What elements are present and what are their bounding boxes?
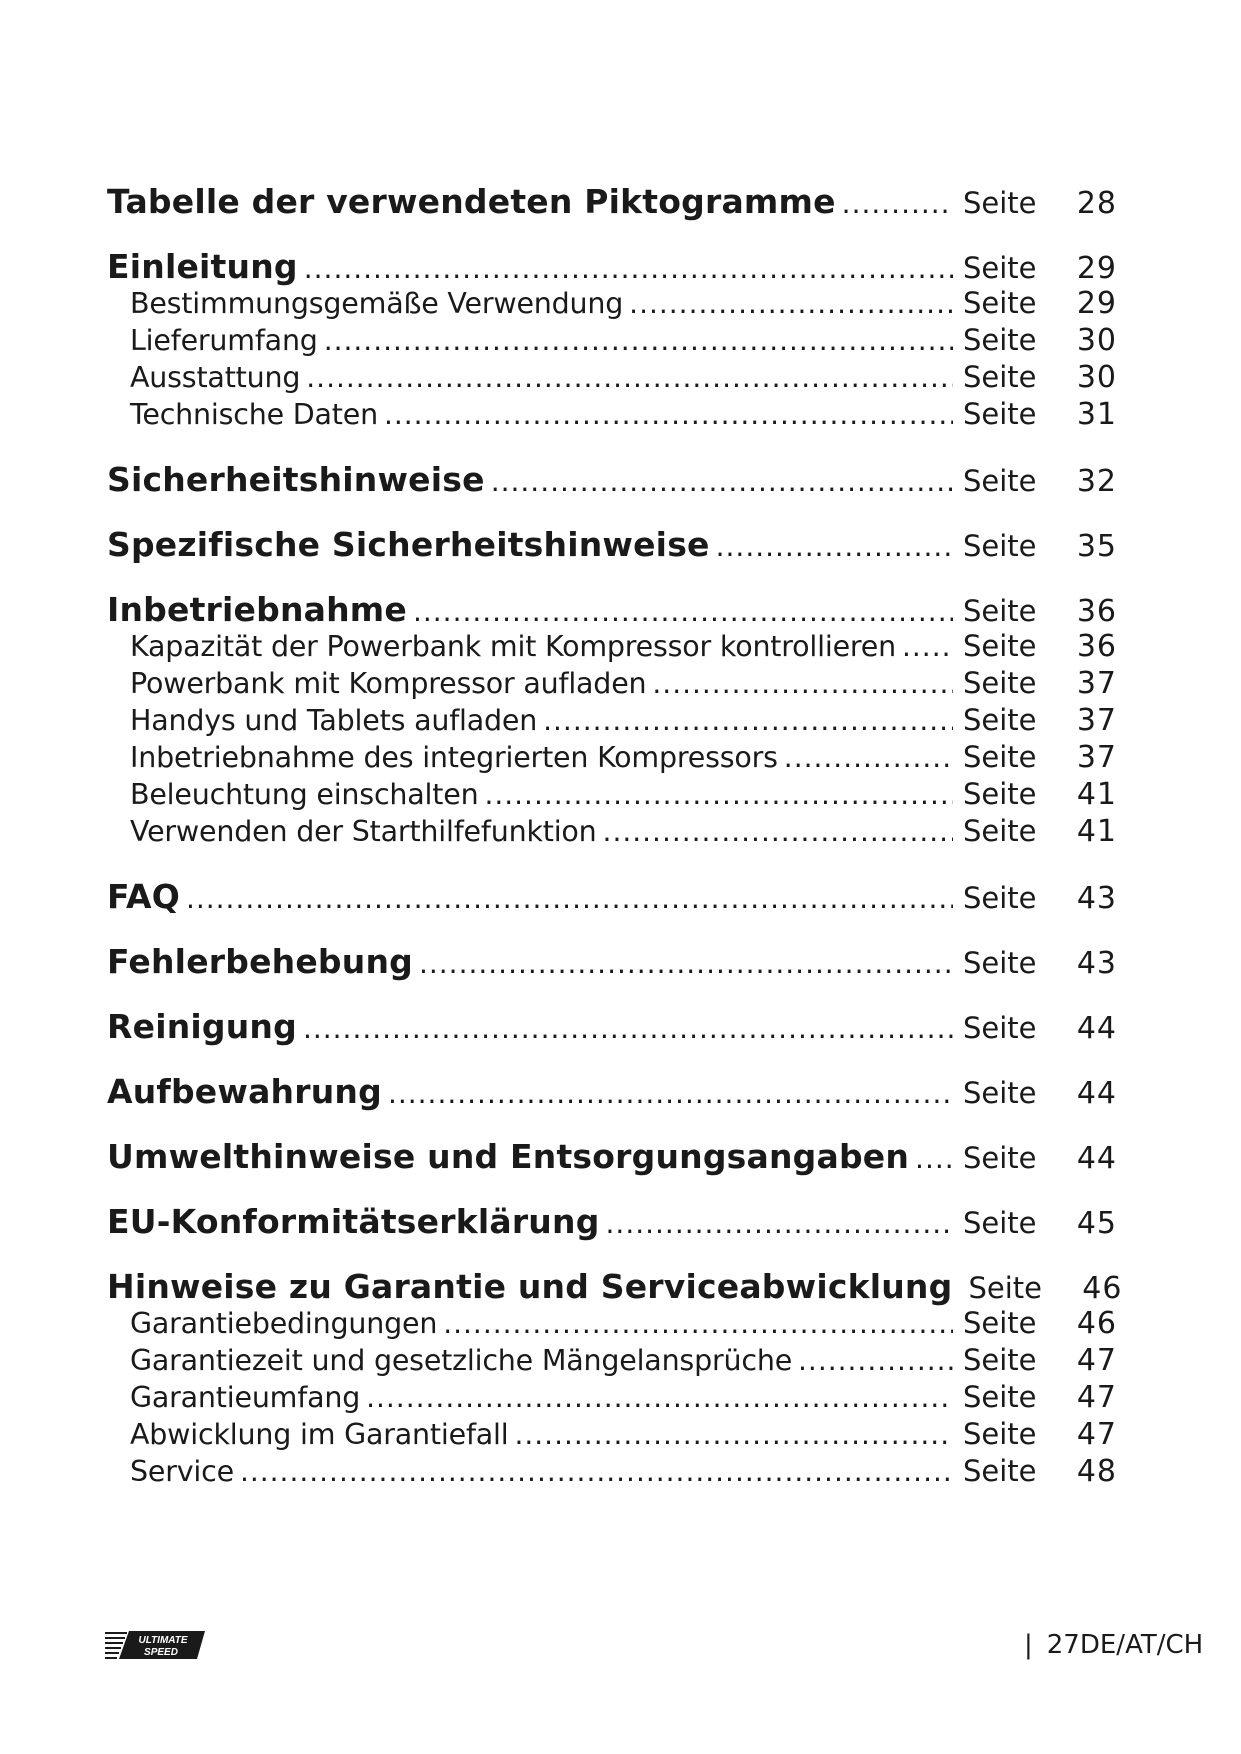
toc-leader-dots	[388, 1077, 953, 1110]
toc-entry-title: Verwenden der Starthilfefunktion	[130, 815, 597, 848]
toc-page-number: 32	[1076, 464, 1117, 499]
toc-subentry[interactable]	[107, 740, 1117, 777]
toc-subentry[interactable]	[107, 666, 1117, 703]
toc-leader-dots	[606, 1207, 953, 1240]
toc-leader-dots	[902, 630, 953, 663]
toc-page-number: 47	[1076, 1417, 1117, 1452]
toc-subentry[interactable]	[107, 1417, 1117, 1454]
toc-seite-label: Seite	[963, 1343, 1037, 1377]
toc-subentry[interactable]	[107, 814, 1117, 851]
toc-page-number: 46	[1076, 1306, 1117, 1341]
toc-entry-title: Handys und Tablets aufladen	[130, 704, 538, 737]
toc-subentry[interactable]	[107, 1343, 1117, 1380]
toc-seite-label: Seite	[963, 323, 1037, 357]
toc-seite-label: Seite	[963, 1206, 1037, 1240]
toc-entry[interactable]	[107, 590, 1117, 629]
toc-page-number: 46	[1082, 1271, 1123, 1306]
toc-seite-label: Seite	[963, 777, 1037, 811]
toc-seite-label: Seite	[963, 397, 1037, 431]
toc-seite-label: Seite	[963, 703, 1037, 737]
toc-seite-label: Seite	[963, 594, 1037, 628]
toc-leader-dots	[784, 741, 953, 774]
toc-entry[interactable]	[107, 525, 1117, 564]
toc-page-number: 37	[1076, 666, 1117, 701]
toc-page-number: 43	[1076, 881, 1117, 916]
toc-subentry[interactable]	[107, 777, 1117, 814]
toc-entry-title: Powerbank mit Kompressor aufladen	[130, 667, 647, 700]
toc-subentry[interactable]	[107, 323, 1117, 360]
toc-leader-dots	[384, 398, 953, 431]
toc-seite-label: Seite	[963, 666, 1037, 700]
toc-leader-dots	[304, 252, 953, 285]
toc-seite-label: Seite	[963, 1076, 1037, 1110]
toc-seite-label: Seite	[963, 814, 1037, 848]
toc-seite-label: Seite	[963, 251, 1037, 285]
toc-page-number: 30	[1076, 323, 1117, 358]
toc-subentry[interactable]	[107, 1380, 1117, 1417]
toc-seite-label: Seite	[963, 1454, 1037, 1488]
toc-leader-dots	[306, 361, 953, 394]
toc-entry-title: Aufbewahrung	[107, 1072, 382, 1111]
footer-separator: |	[1024, 1630, 1033, 1660]
toc-leader-dots	[798, 1344, 953, 1377]
toc-seite-label: Seite	[963, 286, 1037, 320]
toc-entry[interactable]	[107, 1202, 1117, 1241]
toc-entry[interactable]	[107, 182, 1117, 221]
ultimate-speed-logo	[105, 1629, 205, 1661]
toc-subentry[interactable]	[107, 360, 1117, 397]
toc-leader-dots	[543, 704, 953, 737]
toc-entry-title: FAQ	[107, 877, 180, 916]
toc-leader-dots	[629, 287, 953, 320]
toc-entry-title: Lieferumfang	[130, 324, 318, 357]
toc-entry-title: Beleuchtung einschalten	[130, 778, 479, 811]
toc-entry-title: Inbetriebnahme des integrierten Kompressors	[130, 741, 778, 774]
toc-entry-title: Sicherheitshinweise	[107, 460, 485, 499]
svg-text:SPEED: SPEED	[144, 1647, 178, 1658]
toc-entry[interactable]	[107, 1137, 1117, 1176]
toc-entry[interactable]	[107, 942, 1117, 981]
toc-entry-title: Reinigung	[107, 1007, 297, 1046]
toc-entry[interactable]	[107, 1267, 1123, 1306]
toc-seite-label: Seite	[963, 740, 1037, 774]
toc-entry-title: Hinweise zu Garantie und Serviceabwicklung	[107, 1267, 953, 1306]
toc-leader-dots	[366, 1381, 953, 1414]
toc-subentry[interactable]	[107, 397, 1117, 434]
toc-page-number: 41	[1076, 777, 1117, 812]
toc-page-number: 36	[1076, 629, 1117, 664]
toc-page-number: 28	[1076, 186, 1117, 221]
toc-leader-dots	[186, 882, 953, 915]
toc-page-number: 29	[1076, 286, 1117, 321]
toc-page-number: 44	[1076, 1141, 1117, 1176]
toc-leader-dots	[443, 1307, 953, 1340]
toc-seite-label: Seite	[968, 1271, 1042, 1305]
toc-entry-title: Spezifische Sicherheitshinweise	[107, 525, 710, 564]
toc-leader-dots	[324, 324, 953, 357]
toc-seite-label: Seite	[963, 529, 1037, 563]
toc-subentry[interactable]	[107, 1306, 1117, 1343]
toc-seite-label: Seite	[963, 360, 1037, 394]
toc-leader-dots	[603, 815, 953, 848]
toc-page-number: 36	[1076, 594, 1117, 629]
toc-leader-dots	[716, 530, 953, 563]
toc-seite-label: Seite	[963, 629, 1037, 663]
toc-entry-title: Garantiebedingungen	[130, 1307, 438, 1340]
toc-page-number: 30	[1076, 360, 1117, 395]
toc-entry-title: Einleitung	[107, 247, 298, 286]
toc-entry[interactable]	[107, 1072, 1117, 1111]
toc-leader-dots	[514, 1418, 953, 1451]
toc-entry-title: Service	[130, 1455, 234, 1488]
toc-entry[interactable]	[107, 460, 1117, 499]
toc-entry-title: Fehlerbehebung	[107, 942, 413, 981]
toc-entry[interactable]	[107, 247, 1117, 286]
toc-entry-title: Bestimmungsgemäße Verwendung	[130, 287, 624, 320]
toc-entry-title: Garantiezeit und gesetzliche Mängelansprüche	[130, 1344, 793, 1377]
toc-entry[interactable]	[107, 1007, 1117, 1046]
toc-page-number: 31	[1076, 397, 1117, 432]
toc-page-number: 48	[1076, 1454, 1117, 1489]
toc-leader-dots	[842, 187, 953, 220]
toc-entry-title: Tabelle der verwendeten Piktogramme	[107, 182, 836, 221]
toc-seite-label: Seite	[963, 1417, 1037, 1451]
toc-subentry[interactable]	[107, 1454, 1117, 1491]
toc-seite-label: Seite	[963, 881, 1037, 915]
toc-leader-dots	[240, 1455, 953, 1488]
footer-page-indicator	[1024, 1630, 1203, 1660]
table-of-contents	[107, 182, 1123, 1491]
toc-page-number: 29	[1076, 251, 1117, 286]
toc-seite-label: Seite	[963, 186, 1037, 220]
toc-subentry[interactable]	[107, 629, 1117, 666]
toc-page-number: 35	[1076, 529, 1117, 564]
toc-seite-label: Seite	[963, 1306, 1037, 1340]
toc-entry-title: Abwicklung im Garantiefall	[130, 1418, 509, 1451]
toc-seite-label: Seite	[963, 1011, 1037, 1045]
footer-locale: DE/AT/CH	[1079, 1630, 1204, 1660]
toc-entry[interactable]	[107, 877, 1117, 916]
toc-page-number: 45	[1076, 1206, 1117, 1241]
toc-page-number: 41	[1076, 814, 1117, 849]
svg-text:ULTIMATE: ULTIMATE	[138, 1635, 188, 1646]
toc-entry-title: Inbetriebnahme	[107, 590, 407, 629]
toc-leader-dots	[303, 1012, 953, 1045]
toc-seite-label: Seite	[963, 1141, 1037, 1175]
toc-entry-title: Technische Daten	[130, 398, 378, 431]
footer-page-number: 27	[1046, 1630, 1080, 1660]
toc-seite-label: Seite	[963, 464, 1037, 498]
toc-leader-dots	[419, 947, 953, 980]
toc-leader-dots	[413, 595, 953, 628]
toc-page-number: 37	[1076, 740, 1117, 775]
toc-page-number: 44	[1076, 1011, 1117, 1046]
toc-entry-title: Umwelthinweise und Entsorgungsangaben	[107, 1137, 910, 1176]
toc-entry-title: Garantieumfang	[130, 1381, 361, 1414]
toc-leader-dots	[484, 778, 953, 811]
toc-page-number: 37	[1076, 703, 1117, 738]
toc-subentry[interactable]	[107, 703, 1117, 740]
toc-leader-dots	[491, 465, 953, 498]
toc-subentry[interactable]	[107, 286, 1117, 323]
toc-entry-title: Kapazität der Powerbank mit Kompressor kontrollieren	[130, 630, 896, 663]
toc-page-number: 44	[1076, 1076, 1117, 1111]
toc-leader-dots	[652, 667, 953, 700]
toc-page-number: 47	[1076, 1343, 1117, 1378]
toc-entry-title: Ausstattung	[130, 361, 301, 394]
toc-page-number: 43	[1076, 946, 1117, 981]
toc-seite-label: Seite	[963, 946, 1037, 980]
toc-seite-label: Seite	[963, 1380, 1037, 1414]
toc-page-number: 47	[1076, 1380, 1117, 1415]
toc-leader-dots	[915, 1142, 953, 1175]
toc-entry-title: EU-Konformitätserklärung	[107, 1202, 600, 1241]
